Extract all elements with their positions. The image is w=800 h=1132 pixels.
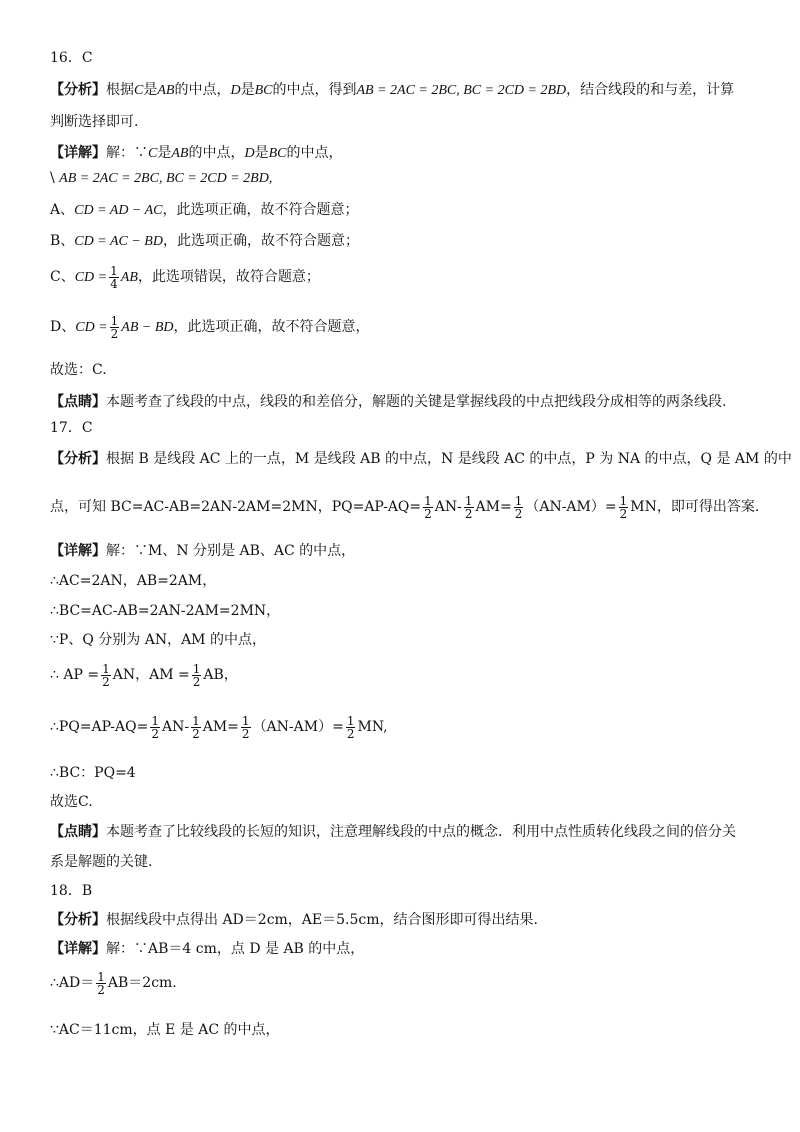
detail-tag: 【详解】 bbox=[50, 145, 106, 161]
fraction: $\frac{1}{2}$ bbox=[619, 493, 628, 521]
fraction: $\frac{1}{2}$ bbox=[424, 493, 432, 521]
q16-analysis-line2: 判断选择即可. bbox=[50, 114, 139, 130]
analysis-tag: 【分析】 bbox=[50, 82, 106, 98]
q17-number: 17．C bbox=[50, 420, 93, 436]
q16-comment: 【点睛】本题考查了线段的中点，线段的和差倍分，解题的关键是掌握线段的中点把线段分成相等的两条线段. bbox=[50, 394, 727, 410]
q16-option-c: C、CD = $\frac{1}{4}$ AB，此选项错误，故符合题意； bbox=[50, 263, 320, 291]
fraction: $\frac{1}{2}$ bbox=[241, 713, 250, 741]
fraction: $\frac{1}{2}$ bbox=[151, 713, 159, 741]
q17-comment: 【点睛】本题考查了比较线段的长短的知识，注意理解线段的中点的概念．利用中点性质转化线段之间的倍分关 bbox=[50, 824, 736, 840]
q17-answer: 故选C. bbox=[50, 794, 93, 810]
q17-detail-7: ∴BC：PQ=4 bbox=[50, 765, 136, 781]
fraction: $\frac{1}{2}$ bbox=[97, 969, 105, 997]
q16-analysis: 【分析】根据C是AB的中点，D是BC的中点，得到AB = 2AC = 2BC, BC = 2CD = 2BD，结合线段的和与差，计算 bbox=[50, 82, 735, 98]
q16-answer: 故选：C. bbox=[50, 362, 107, 378]
fraction: $\frac{1}{2}$ bbox=[110, 313, 119, 341]
q16-option-a: A、CD = AD − AC，此选项正确，故不符合题意； bbox=[50, 202, 359, 218]
fraction: $\frac{1}{2}$ bbox=[102, 661, 110, 689]
q17-detail-5: ∴ AP = $\frac{1}{2}$ AN，AM = $\frac{1}{2}$ AB， bbox=[50, 661, 238, 689]
fraction: $\frac{1}{2}$ bbox=[192, 713, 200, 741]
q17-detail-6: ∴PQ=AP-AQ= $\frac{1}{2}$ AN- $\frac{1}{2}$ AM= $\frac{1}{2}$ （AN-AM）= $\frac{1}{2}$ MN, bbox=[50, 713, 388, 741]
fraction: $\frac{1}{2}$ bbox=[346, 713, 355, 741]
fraction: $\frac{1}{2}$ bbox=[514, 493, 523, 521]
q18-number: 18．B bbox=[50, 883, 93, 899]
q18-detail-1: 【详解】解：∵AB＝4 cm，点 D 是 AB 的中点， bbox=[50, 941, 365, 957]
q18-analysis: 【分析】根据线段中点得出 AD＝2cm，AE＝5.5cm，结合图形即可得出结果. bbox=[50, 912, 538, 928]
fraction: $\frac{1}{2}$ bbox=[464, 493, 473, 521]
q17-detail-1: 【详解】解：∵M、N 分别是 AB、AC 的中点， bbox=[50, 543, 356, 559]
q16-option-b: B、CD = AC − BD，此选项正确，故不符合题意； bbox=[50, 233, 359, 249]
q18-detail-3: ∵AC＝11cm，点 E 是 AC 的中点， bbox=[50, 1022, 280, 1038]
q17-detail-3: ∴BC=AC-AB=2AN-2AM=2MN， bbox=[50, 603, 281, 619]
q17-analysis: 【分析】根据 B 是线段 AC 上的一点，M 是线段 AB 的中点，N 是线段 AC 的中点，P 为 NA 的中点，Q 是 AM 的中 bbox=[50, 451, 792, 467]
q17-comment-line2: 系是解题的关键. bbox=[50, 854, 153, 870]
q16-option-d: D、CD = $\frac{1}{2}$ AB − BD，此选项正确，故不符合题意， bbox=[50, 313, 370, 341]
q16-number: 16．C bbox=[50, 50, 93, 66]
q16-equation-1: AB = 2AC = 2BC, BC = 2CD = 2BD bbox=[356, 83, 567, 98]
q16-equation-2: \ AB = 2AC = 2BC, BC = 2CD = 2BD, bbox=[50, 170, 273, 186]
q17-detail-2: ∴AC=2AN，AB=2AM， bbox=[50, 573, 217, 589]
q17-analysis-line2: 点，可知 BC=AC-AB=2AN-2AM=2MN，PQ=AP-AQ= $\frac{1}{2}$ AN- $\frac{1}{2}$ AM= $\frac{1}{2}$ （AN-AM）= $\frac{1}{2}$ MN，即可得出答案. bbox=[50, 493, 760, 521]
q18-detail-2: ∴AD＝ $\frac{1}{2}$ AB＝2cm. bbox=[50, 969, 177, 997]
q17-detail-4: ∵P、Q 分别为 AN，AM 的中点， bbox=[50, 632, 266, 648]
q16-detail: 【详解】解：∵C是AB的中点，D是BC的中点， bbox=[50, 145, 343, 161]
fraction: $\frac{1}{2}$ bbox=[192, 661, 201, 689]
fraction: $\frac{1}{4}$ bbox=[110, 263, 118, 291]
